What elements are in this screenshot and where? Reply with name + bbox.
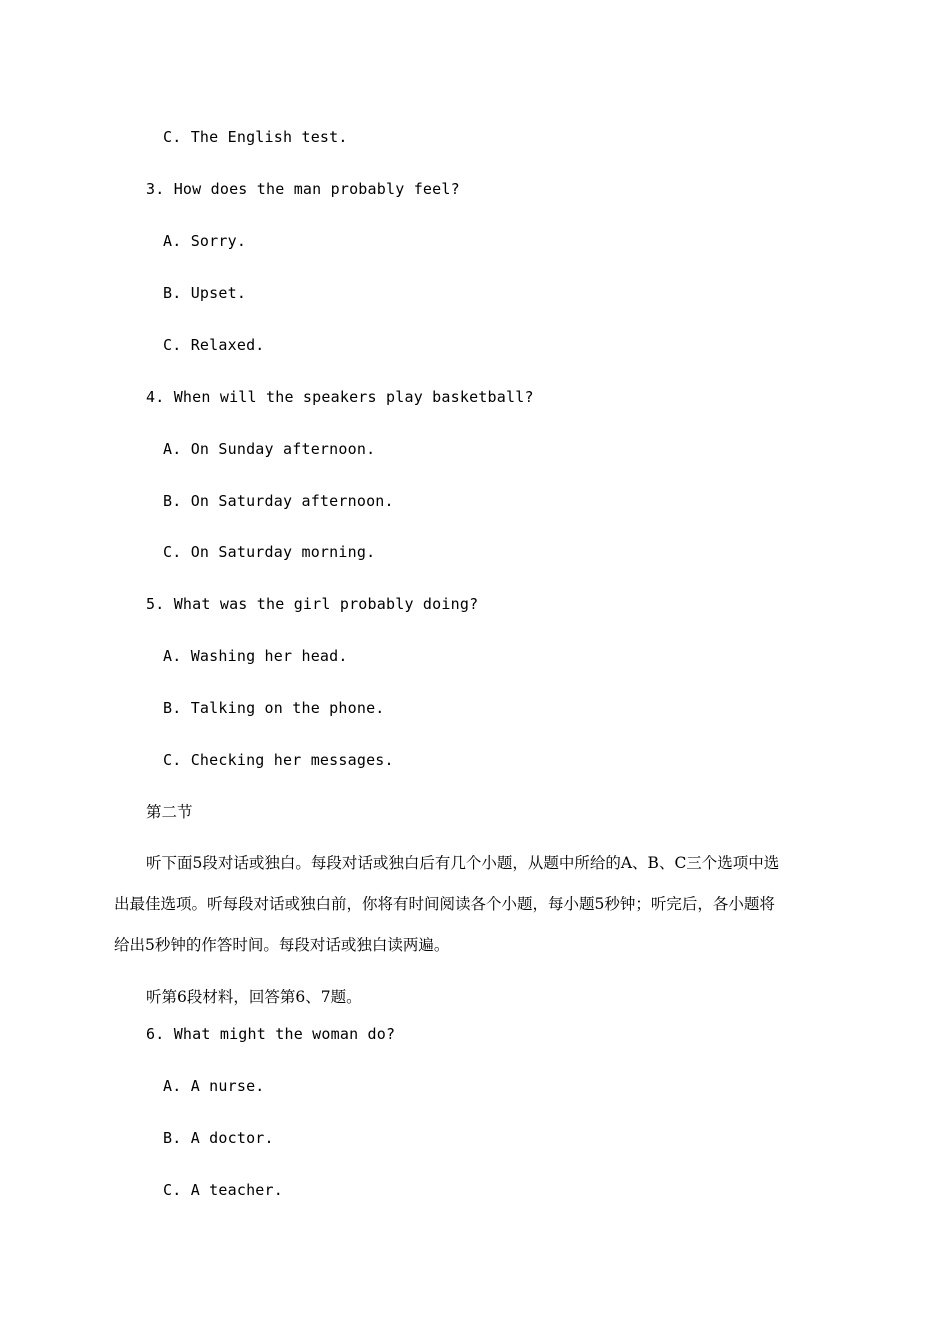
option-6c: C. A teacher. <box>163 1181 283 1199</box>
option-4c: C. On Saturday morning. <box>163 543 376 561</box>
instruction-line-3: 给出5秒钟的作答时间。每段对话或独白读两遍。 <box>114 936 450 954</box>
option-2c: C. The English test. <box>163 128 348 146</box>
option-3a: A. Sorry. <box>163 232 247 250</box>
instruction-line-2: 出最佳选项。听每段对话或独白前，你将有时间阅读各个小题，每小题5秒钟；听完后，各小题将 <box>114 895 775 913</box>
option-4a: A. On Sunday afternoon. <box>163 440 376 458</box>
instruction-line-1: 听下面5段对话或独白。每段对话或独白后有几个小题，从题中所给的A、B、C三个选项中选 <box>146 854 780 872</box>
material-instruction: 听第6段材料，回答第6、7题。 <box>146 988 362 1006</box>
option-3b: B. Upset. <box>163 284 247 302</box>
option-4b: B. On Saturday afternoon. <box>163 492 394 510</box>
option-6b: B. A doctor. <box>163 1129 274 1147</box>
option-5b: B. Talking on the phone. <box>163 699 385 717</box>
option-5c: C. Checking her messages. <box>163 751 394 769</box>
option-6a: A. A nurse. <box>163 1077 265 1095</box>
question-5: 5. What was the girl probably doing? <box>146 595 479 613</box>
option-3c: C. Relaxed. <box>163 336 265 354</box>
question-3: 3. How does the man probably feel? <box>146 180 460 198</box>
question-6: 6. What might the woman do? <box>146 1025 396 1043</box>
option-5a: A. Washing her head. <box>163 647 348 665</box>
question-4: 4. When will the speakers play basketball? <box>146 388 534 406</box>
section-heading: 第二节 <box>146 803 193 821</box>
